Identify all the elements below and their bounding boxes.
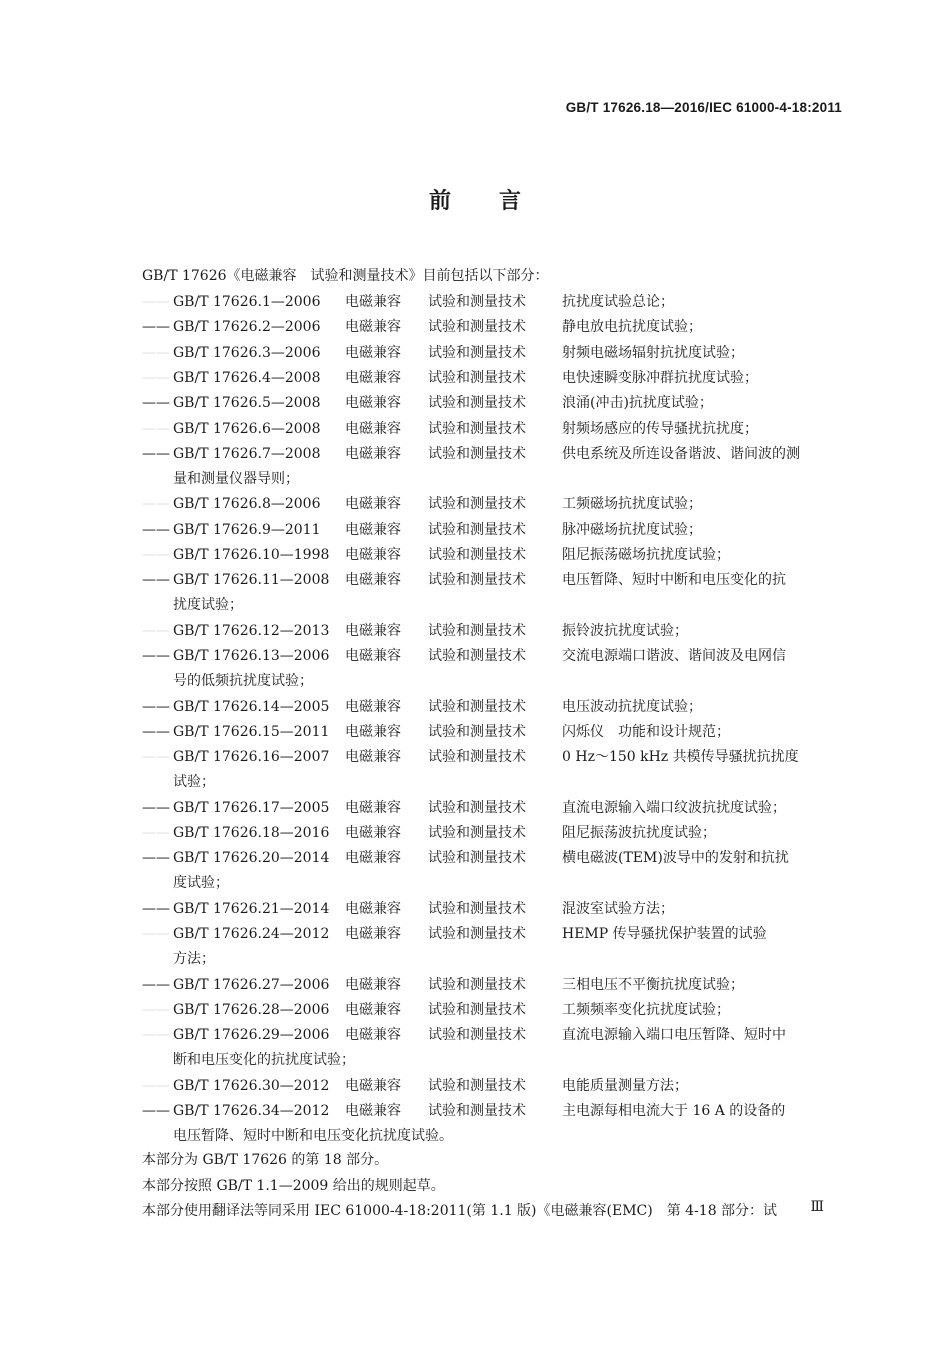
list-item (142, 315, 847, 340)
list-item-category: 试验和测量技术 (428, 976, 526, 993)
list-item-number: GB/T 17626.11—2008 (173, 572, 330, 589)
list-item-line (173, 543, 847, 568)
list-item-line (173, 442, 847, 467)
list-item-emc: 电磁兼容 (345, 420, 401, 437)
list-dash: —— (142, 1027, 170, 1044)
list-item-line (173, 720, 847, 745)
list-item (142, 290, 847, 315)
list-item (142, 1074, 847, 1099)
list-item-number: GB/T 17626.10—1998 (173, 546, 330, 563)
list-item (142, 391, 847, 416)
list-item-category: 试验和测量技术 (428, 799, 526, 816)
list-item-category: 试验和测量技术 (428, 420, 526, 437)
list-item-number: GB/T 17626.6—2008 (173, 420, 321, 437)
list-item-number: GB/T 17626.18—2016 (173, 824, 330, 841)
list-item-line (173, 1023, 847, 1048)
list-item-topic: 供电系统及所连设备谐波、谐间波的测 (562, 445, 800, 462)
list-item-line (173, 391, 847, 416)
list-item (142, 543, 847, 568)
list-item-emc: 电磁兼容 (345, 698, 401, 715)
list-item-category: 试验和测量技术 (428, 572, 526, 589)
list-dash: —— (142, 420, 170, 437)
list-item-line (173, 1099, 847, 1124)
list-dash: —— (142, 824, 170, 841)
list-item-topic: 浪涌(冲击)抗扰度试验； (562, 395, 713, 412)
list-dash: —— (142, 319, 170, 336)
list-item-line (173, 568, 847, 593)
list-item-emc: 电磁兼容 (345, 824, 401, 841)
list-dash: —— (142, 749, 170, 766)
list-item (142, 897, 847, 922)
list-item-number: GB/T 17626.12—2013 (173, 622, 330, 639)
list-item-topic: 电能质量测量方法； (562, 1077, 688, 1094)
list-item (142, 998, 847, 1023)
list-item-number: GB/T 17626.15—2011 (173, 723, 330, 740)
list-item-emc: 电磁兼容 (345, 369, 401, 386)
list-item (142, 518, 847, 543)
list-item-emc: 电磁兼容 (345, 926, 401, 942)
list-item (142, 492, 847, 517)
list-item-topic: 电压暂降、短时中断和电压变化的抗 (562, 572, 786, 589)
list-item-category: 试验和测量技术 (428, 723, 526, 740)
list-item-emc: 电磁兼容 (345, 344, 401, 361)
list-dash: —— (142, 1102, 170, 1119)
list-item-emc: 电磁兼容 (345, 850, 401, 867)
list-item (142, 720, 847, 745)
list-item (142, 366, 847, 391)
list-item-number: GB/T 17626.16—2007 (173, 749, 330, 766)
list-item-topic: 电快速瞬变脉冲群抗扰度试验； (562, 369, 758, 386)
list-item-category: 试验和测量技术 (428, 900, 526, 917)
list-item-continuation: 断和电压变化的抗扰度试验； (173, 1052, 355, 1069)
list-item-topic: 三相电压不平衡抗扰度试验； (562, 976, 744, 993)
list-item-category: 试验和测量技术 (428, 648, 526, 664)
list-item-category: 试验和测量技术 (428, 1001, 526, 1018)
list-item (142, 745, 847, 795)
list-dash: —— (142, 395, 170, 412)
list-item-number: GB/T 17626.9—2011 (173, 521, 321, 538)
list-item-line (173, 922, 847, 947)
list-item (142, 341, 847, 366)
list-item-continuation: 度试验； (173, 875, 229, 892)
list-item-line (173, 366, 847, 391)
list-item-topic: 振铃波抗扰度试验； (562, 622, 688, 639)
list-dash: —— (142, 572, 170, 589)
list-item-continuation: 扰度试验； (173, 597, 243, 614)
list-item (142, 922, 847, 972)
list-item-category: 试验和测量技术 (428, 1077, 526, 1094)
list-item-emc: 电磁兼容 (345, 546, 401, 563)
body-paragraph: 本部分为 GB/T 17626 的第 18 部分。 (142, 1152, 389, 1169)
list-item-topic: 横电磁波(TEM)波导中的发射和抗扰 (562, 850, 789, 867)
list-item-category: 试验和测量技术 (428, 824, 526, 841)
list-item-emc: 电磁兼容 (345, 319, 401, 336)
list-item-number: GB/T 17626.2—2006 (173, 319, 321, 336)
list-item-category: 试验和测量技术 (428, 395, 526, 412)
list-item-topic: 工频频率变化抗扰度试验； (562, 1001, 730, 1018)
list-item-category: 试验和测量技术 (428, 698, 526, 715)
list-item-topic: 直流电源输入端口电压暂降、短时中 (562, 1027, 786, 1044)
list-dash: —— (142, 723, 170, 740)
list-dash: —— (142, 976, 170, 993)
list-item-line (173, 973, 847, 998)
list-item-number: GB/T 17626.29—2006 (173, 1027, 330, 1044)
list-dash: —— (142, 546, 170, 563)
list-item-number: GB/T 17626.4—2008 (173, 369, 321, 386)
list-dash: —— (142, 1001, 170, 1018)
list-item-line (173, 897, 847, 922)
list-item-line (173, 619, 847, 644)
list-item-category: 试验和测量技术 (428, 369, 526, 386)
list-item-line (173, 518, 847, 543)
list-item (142, 846, 847, 896)
list-item-number: GB/T 17626.21—2014 (173, 900, 330, 917)
list-dash: —— (142, 1077, 170, 1094)
list-item-category: 试验和测量技术 (428, 1102, 526, 1119)
list-item-emc: 电磁兼容 (345, 496, 401, 513)
list-item-topic: 主电源每相电流大于 16 A 的设备的 (562, 1102, 786, 1119)
list-item-category: 试验和测量技术 (428, 850, 526, 867)
list-item-category: 试验和测量技术 (428, 319, 526, 336)
list-item-continuation: 号的低频抗扰度试验； (173, 673, 313, 689)
list-item (142, 1099, 847, 1149)
list-item-number: GB/T 17626.8—2006 (173, 496, 321, 513)
list-item-number: GB/T 17626.13—2006 (173, 648, 330, 664)
list-item-number: GB/T 17626.20—2014 (173, 850, 330, 867)
list-item (142, 973, 847, 998)
list-item-category: 试验和测量技术 (428, 622, 526, 639)
page-number: Ⅲ (810, 1199, 824, 1215)
list-item-category: 试验和测量技术 (428, 1027, 526, 1044)
list-item-emc: 电磁兼容 (345, 395, 401, 412)
list-dash: —— (142, 900, 170, 917)
list-item (142, 417, 847, 442)
list-item-topic: 电压波动抗扰度试验； (562, 698, 702, 715)
list-dash: —— (142, 648, 170, 664)
list-item-line (173, 695, 847, 720)
list-item-category: 试验和测量技术 (428, 749, 526, 766)
list-item-topic: HEMP 传导骚扰保护装置的试验 (562, 926, 767, 942)
list-item-line (173, 341, 847, 366)
list-item-number: GB/T 17626.28—2006 (173, 1001, 330, 1018)
list-item (142, 644, 847, 694)
list-item-emc: 电磁兼容 (345, 294, 401, 310)
list-item-line (173, 315, 847, 340)
list-item-line (173, 821, 847, 846)
list-item-continuation: 方法； (173, 951, 215, 967)
list-item-topic: 0 Hz～150 kHz 共模传导骚扰抗扰度 (562, 749, 799, 766)
list-item-line (173, 644, 847, 669)
list-item (142, 695, 847, 720)
list-item (142, 821, 847, 846)
list-item-topic: 混波室试验方法； (562, 900, 674, 917)
list-item-number: GB/T 17626.24—2012 (173, 926, 330, 942)
list-item-emc: 电磁兼容 (345, 445, 401, 462)
list-dash: —— (142, 445, 170, 462)
list-item-topic: 闪烁仪 功能和设计规范； (562, 723, 730, 740)
list-dash: —— (142, 521, 170, 538)
list-item-emc: 电磁兼容 (345, 799, 401, 816)
list-item (142, 619, 847, 644)
list-item-number: GB/T 17626.27—2006 (173, 976, 330, 993)
list-item-category: 试验和测量技术 (428, 445, 526, 462)
list-item-continuation: 量和测量仪器导则； (173, 470, 299, 487)
list-dash: —— (142, 799, 170, 816)
intro-paragraph: GB/T 17626《电磁兼容 试验和测量技术》目前包括以下部分： (142, 268, 549, 284)
list-item-line (173, 745, 847, 770)
list-item-category: 试验和测量技术 (428, 546, 526, 563)
list-item-emc: 电磁兼容 (345, 976, 401, 993)
title-char-1: 前 (428, 189, 451, 214)
list-item-number: GB/T 17626.17—2005 (173, 799, 330, 816)
list-item-category: 试验和测量技术 (428, 926, 526, 942)
list-item-emc: 电磁兼容 (345, 622, 401, 639)
page-title (0, 184, 950, 215)
list-item-emc: 电磁兼容 (345, 749, 401, 766)
list-item-line (173, 796, 847, 821)
list-dash: —— (142, 622, 170, 639)
list-item-emc: 电磁兼容 (345, 900, 401, 917)
list-item-line (173, 492, 847, 517)
list-item-topic: 工频磁场抗扰度试验； (562, 496, 702, 513)
list-item-topic: 射频电磁场辐射抗扰度试验； (562, 344, 744, 361)
list-item-line (173, 417, 847, 442)
list-item-emc: 电磁兼容 (345, 572, 401, 589)
list-item-number: GB/T 17626.7—2008 (173, 445, 321, 462)
list-item-emc: 电磁兼容 (345, 1027, 401, 1044)
list-item-topic: 射频场感应的传导骚扰抗扰度； (562, 420, 758, 437)
list-item-line (173, 998, 847, 1023)
list-item-topic: 抗扰度试验总论； (562, 294, 674, 310)
list-item-topic: 直流电源输入端口纹波抗扰度试验； (562, 799, 786, 816)
list-dash: —— (142, 496, 170, 513)
list-item-emc: 电磁兼容 (345, 723, 401, 740)
list-item-emc: 电磁兼容 (345, 521, 401, 538)
list-item-category: 试验和测量技术 (428, 344, 526, 361)
list-item-line (173, 1074, 847, 1099)
list-item-topic: 脉冲磁场抗扰度试验； (562, 521, 702, 538)
list-item-number: GB/T 17626.14—2005 (173, 698, 330, 715)
title-char-2: 言 (499, 189, 522, 214)
list-item-line (173, 290, 847, 315)
list-item (142, 796, 847, 821)
list-item (142, 1023, 847, 1073)
list-item-emc: 电磁兼容 (345, 1102, 401, 1119)
list-item-number: GB/T 17626.34—2012 (173, 1102, 330, 1119)
list-item-emc: 电磁兼容 (345, 648, 401, 664)
list-item-number: GB/T 17626.30—2012 (173, 1077, 330, 1094)
list-item-number: GB/T 17626.1—2006 (173, 294, 321, 310)
list-item-emc: 电磁兼容 (345, 1001, 401, 1018)
list-item-category: 试验和测量技术 (428, 496, 526, 513)
list-item-line (173, 846, 847, 871)
list-item-category: 试验和测量技术 (428, 521, 526, 538)
list-dash: —— (142, 369, 170, 386)
list-dash: —— (142, 926, 170, 942)
list-item-number: GB/T 17626.5—2008 (173, 395, 321, 412)
standard-code-header: GB/T 17626.18—2016/IEC 61000-4-18:2011 (565, 100, 842, 115)
list-item-topic: 静电放电抗扰度试验； (562, 319, 702, 336)
body-paragraph: 本部分按照 GB/T 1.1—2009 给出的规则起草。 (142, 1177, 445, 1194)
list-item (142, 442, 847, 492)
list-dash: —— (142, 294, 170, 310)
body-paragraph: 本部分使用翻译法等同采用 IEC 61000-4-18:2011(第 1.1 版)《电磁兼容(EMC) 第 4-18 部分：试 (142, 1203, 778, 1219)
list-item-topic: 阻尼振荡磁场抗扰度试验； (562, 546, 730, 563)
list-item-emc: 电磁兼容 (345, 1077, 401, 1094)
list-dash: —— (142, 850, 170, 867)
list-item-continuation: 电压暂降、短时中断和电压变化抗扰度试验。 (173, 1127, 453, 1144)
list-dash: —— (142, 698, 170, 715)
list-item-topic: 交流电源端口谐波、谐间波及电网信 (562, 648, 786, 664)
list-item-topic: 阻尼振荡波抗扰度试验； (562, 824, 716, 841)
list-item-number: GB/T 17626.3—2006 (173, 344, 321, 361)
list-item-category: 试验和测量技术 (428, 294, 526, 310)
list-item-continuation: 试验； (173, 774, 215, 791)
list-item (142, 568, 847, 618)
list-dash: —— (142, 344, 170, 361)
